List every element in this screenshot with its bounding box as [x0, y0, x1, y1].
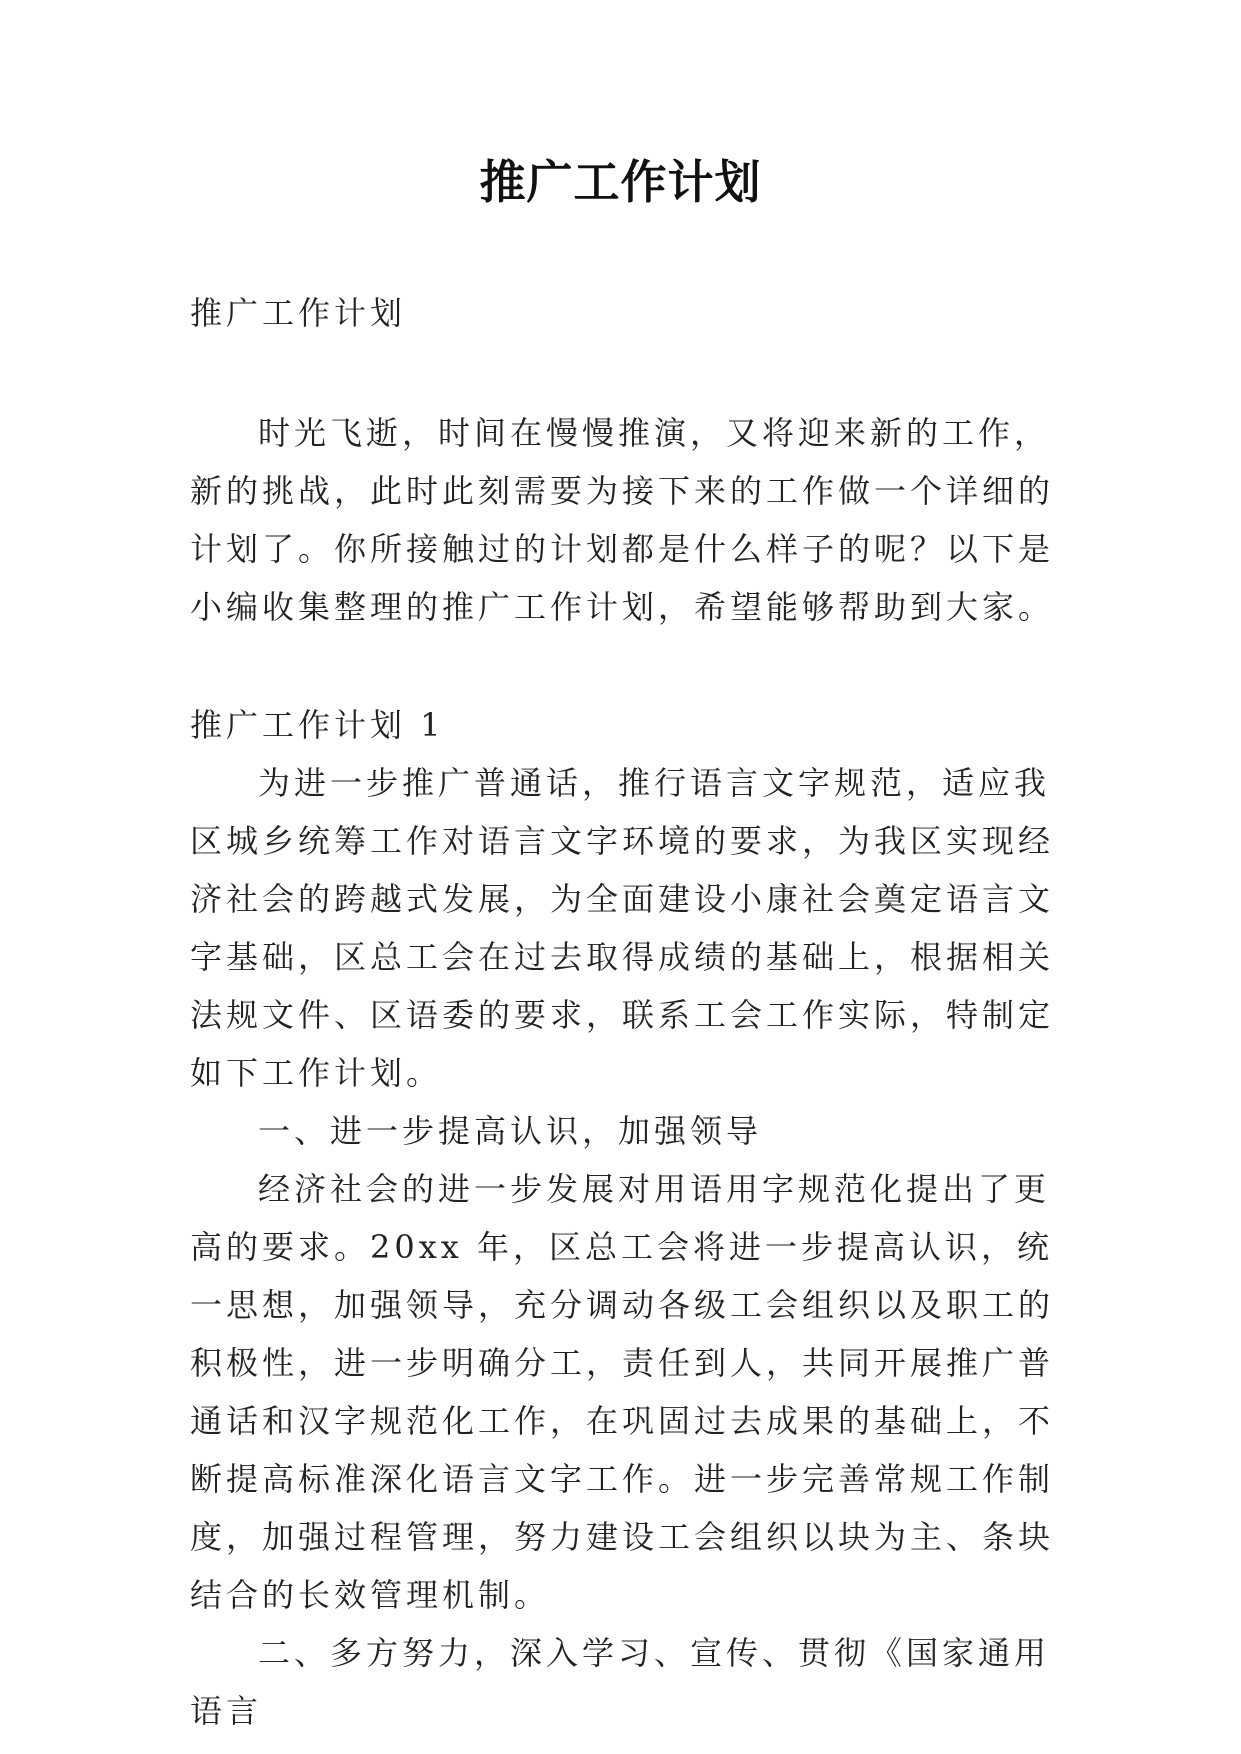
intro-paragraph: 时光飞逝，时间在慢慢推演，又将迎来新的工作，新的挑战，此时此刻需要为接下来的工作做一个详细的计划了。你所接触过的计划都是什么样子的呢？以下是小编收集整理的推广工作计划，希望能够帮助到大家。	[190, 414, 1055, 626]
plan-1-block	[190, 696, 1070, 1740]
section-1-paragraph: 经济社会的进一步发展对用语用字规范化提出了更高的要求。20xx 年，区总工会将进一步提高认识，统一思想，加强领导，充分调动各级工会组织以及职工的积极性，进一步明确分工，责任到人，共同开展推广普通话和汉字规范化工作，在巩固过去成果的基础上，不断提高标准深化语言文字工作。进一步完善常规工作制度，加强过程管理，努力建设工会组织以块为主、条块结合的长效管理机制。	[190, 1170, 1055, 1614]
section-2-heading: 二、多方努力，深入学习、宣传、贯彻《国家通用语言	[190, 1634, 1051, 1730]
plan-1-paragraph: 为进一步推广普通话，推行语言文字规范，适应我区城乡统筹工作对语言文字环境的要求，为我区实现经济社会的跨越式发展，为全面建设小康社会奠定语言文字基础，区总工会在过去取得成绩的基础上，根据相关法规文件、区语委的要求，联系工会工作实际，特制定如下工作计划。	[190, 764, 1055, 1092]
section-1-heading: 一、进一步提高认识，加强领导	[258, 1112, 763, 1150]
document-subtitle: 推广工作计划	[190, 294, 407, 332]
plan-1-heading: 推广工作计划 1	[190, 706, 445, 744]
document-title: 推广工作计划	[479, 155, 762, 209]
intro-block	[190, 404, 1070, 636]
